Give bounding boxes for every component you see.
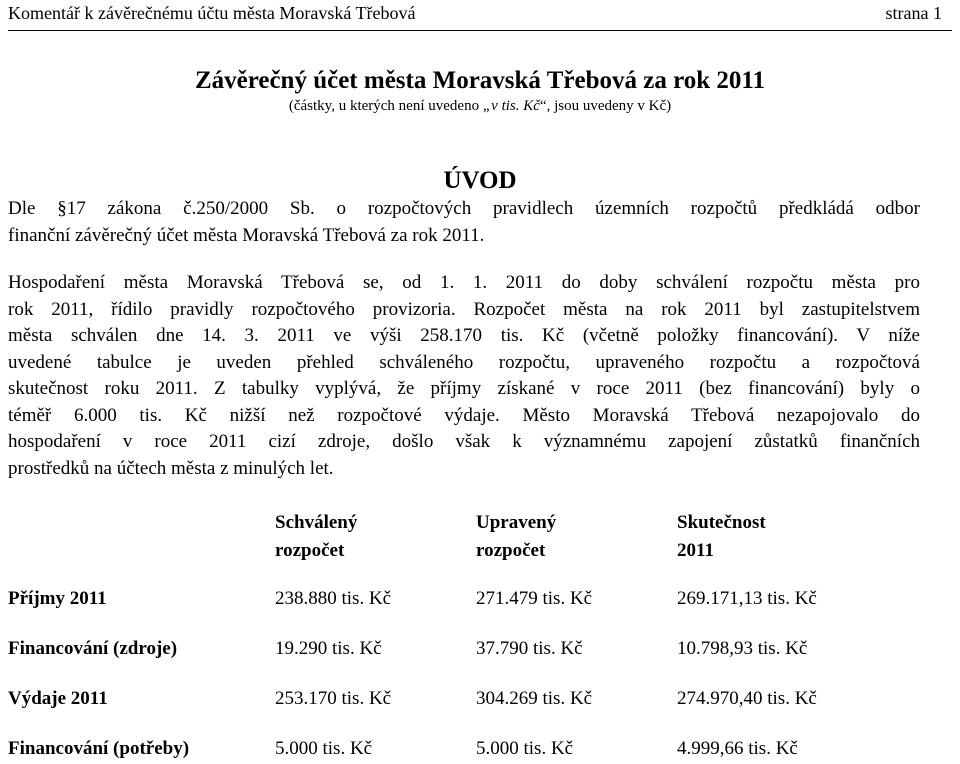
paragraph-line: rok 2011, řídilo pravidly rozpočtového provizoria. Rozpočet města na rok 2011 byl zastupitelstvem (8, 298, 920, 320)
cell-approved: 253.170 tis. Kč (275, 688, 392, 709)
column-header-approved (275, 509, 357, 565)
paragraph-line: Hospodaření města Moravská Třebová se, od 1. 1. 2011 do doby schválení rozpočtu města pro (8, 272, 920, 293)
cell-approved: 19.290 tis. Kč (275, 638, 382, 659)
cell-adjusted: 304.269 tis. Kč (476, 688, 593, 709)
row-label: Příjmy 2011 (8, 588, 107, 609)
subtitle-text-after: “, jsou uvedeny v Kč) (539, 98, 672, 114)
cell-actual: 4.999,66 tis. Kč (677, 738, 798, 759)
column-header-line: rozpočet (476, 540, 546, 561)
cell-actual: 269.171,13 tis. Kč (677, 588, 817, 609)
paragraph-budget (8, 270, 920, 482)
subtitle-italic-unit: „v tis. Kč (482, 98, 540, 114)
paragraph-line: skutečnost roku 2011. Z tabulky vyplývá, že příjmy získané v roce 2011 (bez financování) byly o (8, 378, 920, 399)
paragraph-line: finanční závěrečný účet města Moravská Třebová za rok 2011. (8, 224, 485, 246)
cell-actual: 10.798,93 tis. Kč (677, 638, 808, 659)
cell-adjusted: 5.000 tis. Kč (476, 738, 574, 759)
row-label: Výdaje 2011 (8, 688, 108, 709)
paragraph-line: prostředků na účtech města z minulých let. (8, 457, 334, 479)
paragraph-line: Dle §17 zákona č.250/2000 Sb. o rozpočtových pravidlech územních rozpočtů předkládá odbor (8, 198, 920, 219)
column-header-adjusted (476, 509, 556, 565)
table-row (8, 634, 948, 664)
table-row (8, 734, 948, 764)
cell-actual: 274.970,40 tis. Kč (677, 688, 817, 709)
column-header-line: 2011 (677, 540, 714, 561)
table-row (8, 584, 948, 614)
document-subtitle (0, 96, 960, 116)
subtitle-text-before: (částky, u kterých není uvedeno (288, 98, 483, 114)
cell-approved: 5.000 tis. Kč (275, 738, 373, 759)
header-page-number: strana 1 (885, 3, 942, 23)
cell-adjusted: 37.790 tis. Kč (476, 638, 583, 659)
document-title: Závěrečný účet města Moravská Třebová za rok 2011 (194, 67, 766, 94)
paragraph-intro (8, 196, 920, 249)
header-document-title: Komentář k závěrečnému účtu města Moravská Třebová (8, 3, 416, 23)
page-header (8, 0, 952, 31)
column-header-line: Schválený (275, 512, 358, 533)
paragraph-line: uvedené tabulce je uveden přehled schváleného rozpočtu, upraveného rozpočtu a rozpočtová (8, 351, 920, 373)
section-heading: ÚVOD (443, 167, 517, 194)
row-label: Financování (potřeby) (8, 738, 190, 759)
column-header-line: Upravený (476, 512, 557, 533)
column-header-actual (677, 509, 766, 565)
paragraph-line: hospodaření v roce 2011 cizí zdroje, došlo však k významnému zapojení zůstatků finančních (8, 431, 920, 452)
column-header-line: rozpočet (275, 540, 345, 561)
cell-approved: 238.880 tis. Kč (275, 588, 392, 609)
row-label: Financování (zdroje) (8, 638, 178, 659)
paragraph-line: téměř 6.000 tis. Kč nižší než rozpočtové výdaje. Město Moravská Třebová nezapojovalo do (8, 404, 920, 426)
column-header-line: Skutečnost (677, 512, 766, 533)
cell-adjusted: 271.479 tis. Kč (476, 588, 593, 609)
table-row (8, 684, 948, 714)
paragraph-line: města schválen dne 14. 3. 2011 ve výši 258.170 tis. Kč (včetně položky financování). V níže (8, 325, 920, 346)
